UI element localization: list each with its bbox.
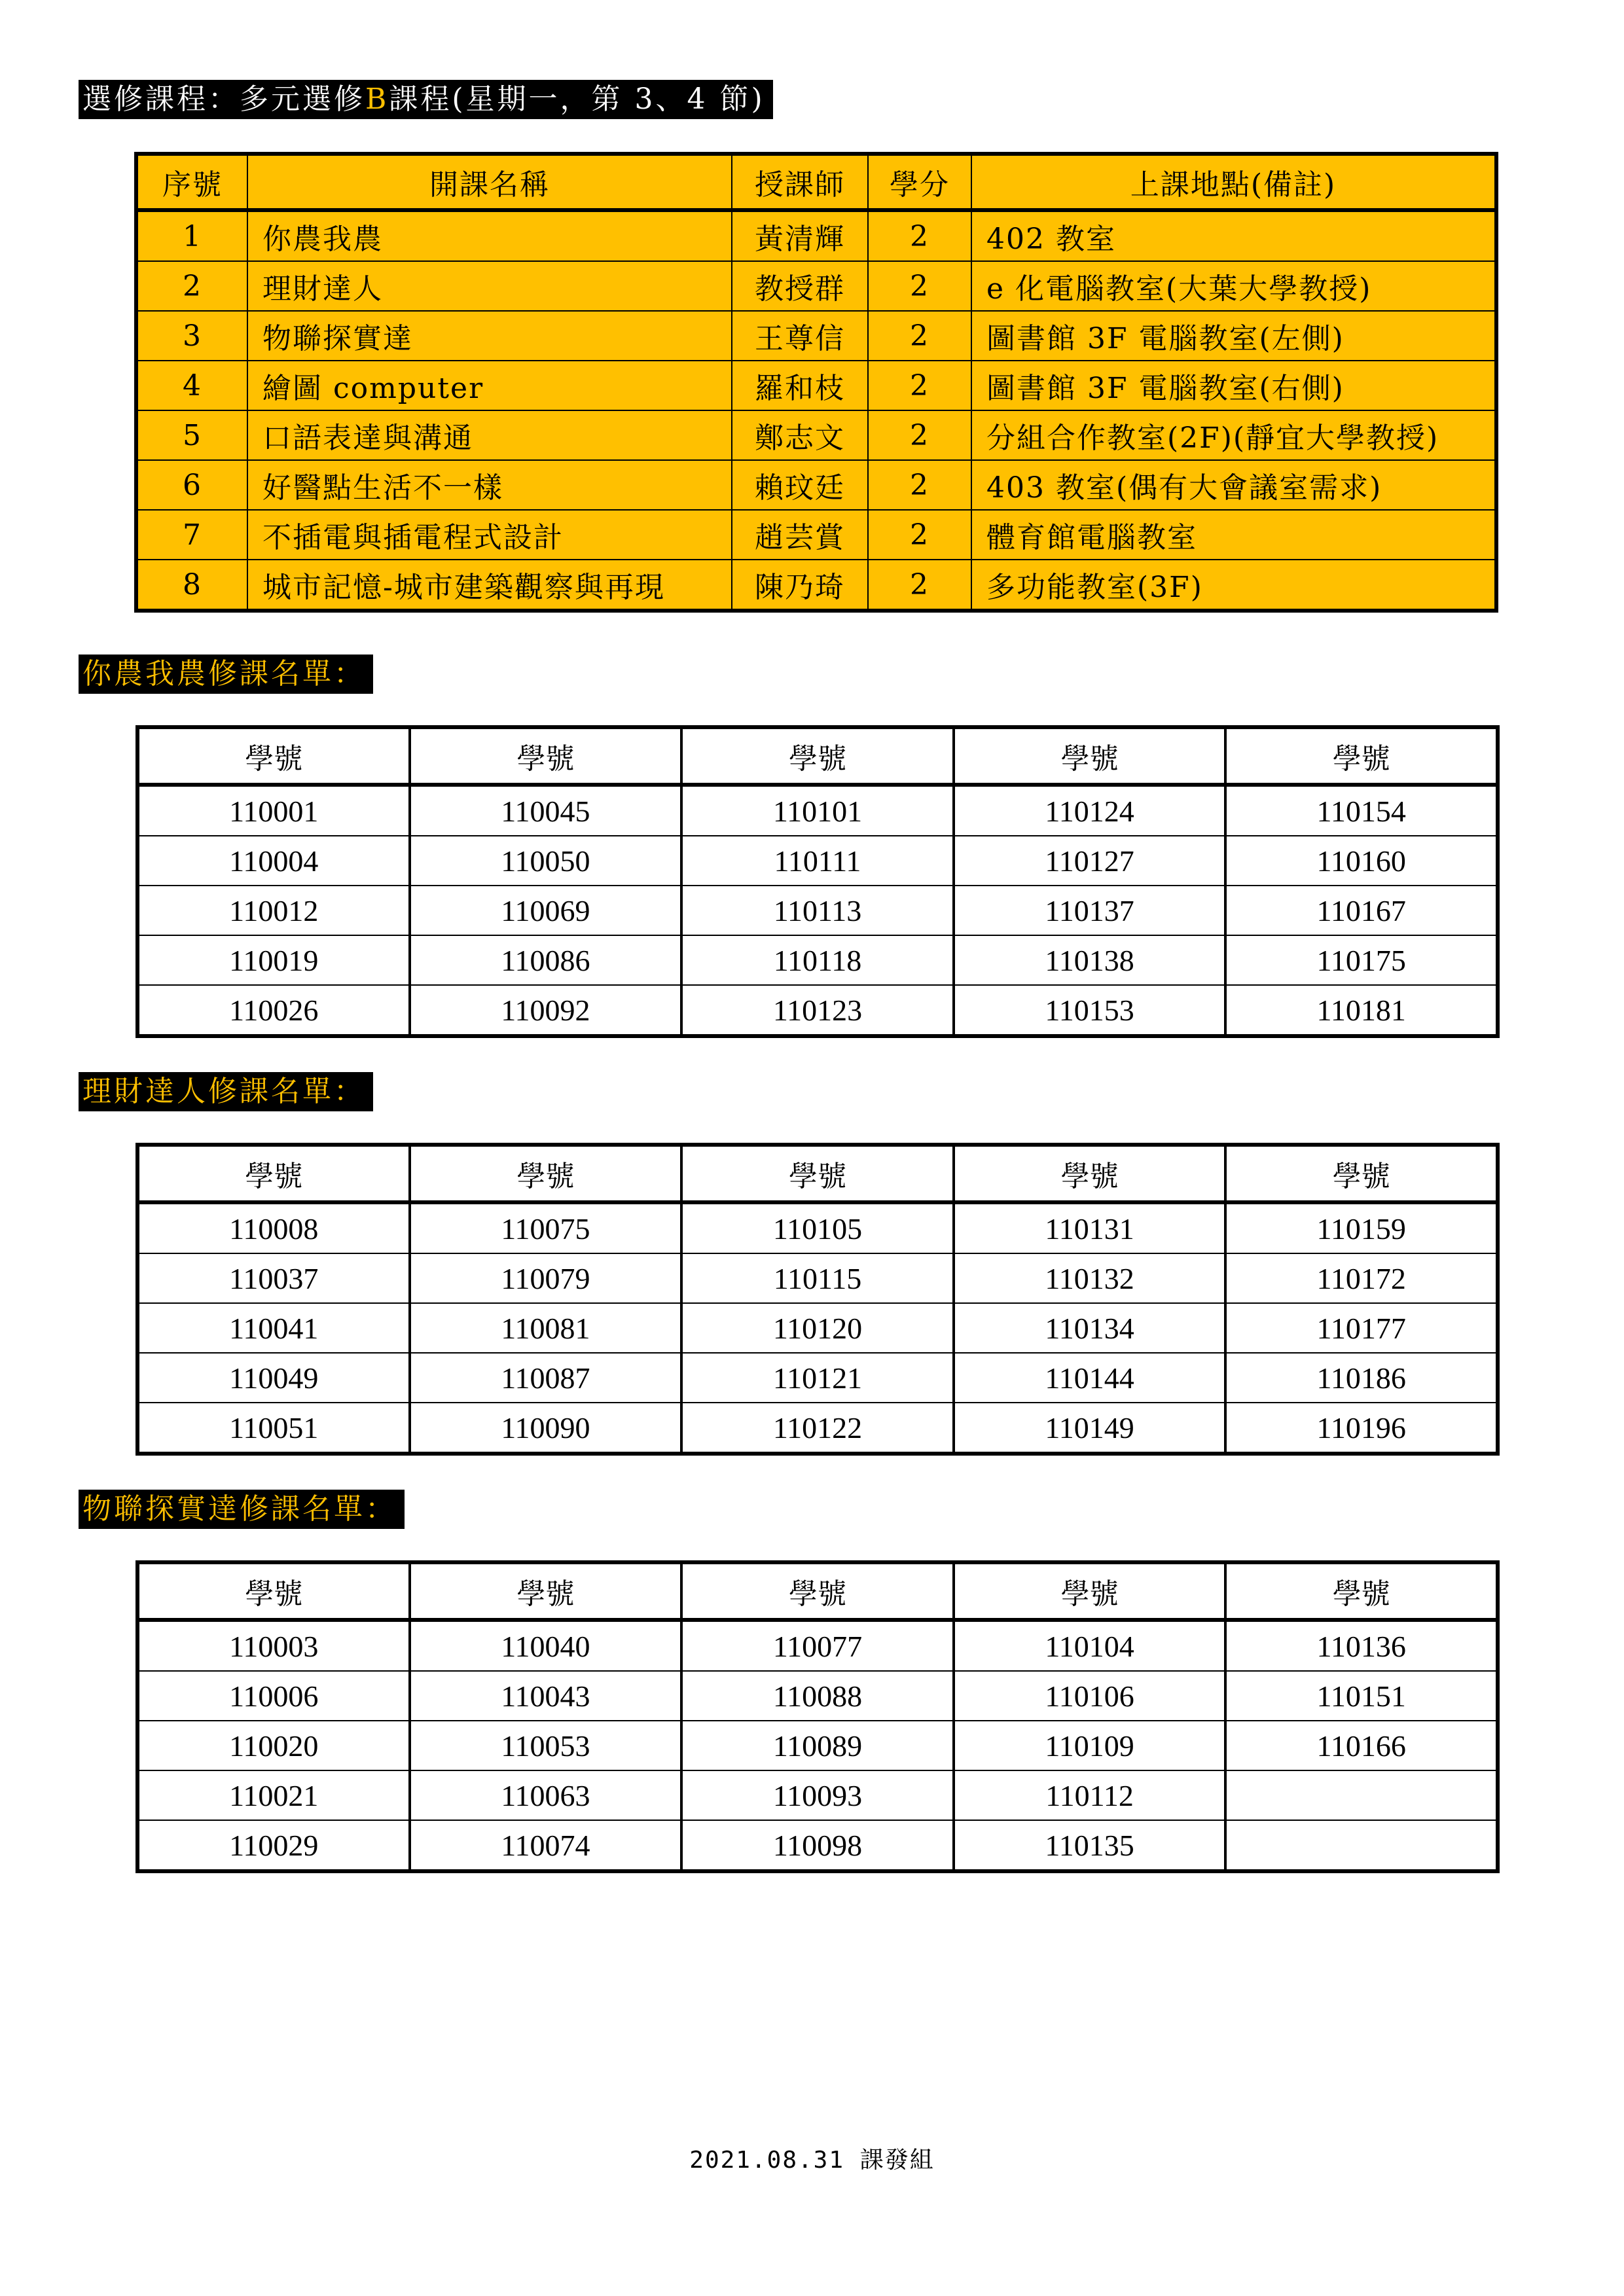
course-cell: 不插電與插電程式設計 — [247, 510, 732, 560]
roster-header-row — [137, 727, 1498, 785]
course-cell: 6 — [136, 460, 247, 510]
student-id-cell: 110167 — [1225, 886, 1498, 935]
course-cell: 圖書館 3F 電腦教室(右側) — [971, 361, 1496, 410]
course-cell: 2 — [868, 361, 971, 410]
course-cell: 2 — [868, 510, 971, 560]
student-id-cell: 110008 — [137, 1202, 410, 1253]
student-id-cell: 110049 — [137, 1353, 410, 1403]
student-id-cell: 110115 — [681, 1253, 954, 1303]
course-cell: 王尊信 — [732, 311, 868, 361]
student-id-cell: 110069 — [410, 886, 682, 935]
student-id-header: 學號 — [410, 727, 682, 785]
student-id-cell: 110186 — [1225, 1353, 1498, 1403]
col-header-credits: 學分 — [868, 154, 971, 210]
student-id-cell: 110019 — [137, 935, 410, 985]
student-id-header: 學號 — [681, 1145, 954, 1202]
course-cell: 陳乃琦 — [732, 560, 868, 611]
course-cell: 賴玟廷 — [732, 460, 868, 510]
roster-row — [137, 1202, 1498, 1253]
student-id-header: 學號 — [410, 1562, 682, 1620]
roster-table-3 — [135, 1560, 1500, 1873]
col-header-location: 上課地點(備註) — [971, 154, 1496, 210]
student-id-cell: 110063 — [410, 1770, 682, 1820]
student-id-cell: 110081 — [410, 1303, 682, 1353]
student-id-header: 學號 — [954, 727, 1226, 785]
roster-row — [137, 985, 1498, 1036]
roster-table-1 — [135, 725, 1500, 1038]
course-cell: 圖書館 3F 電腦教室(左側) — [971, 311, 1496, 361]
roster-row — [137, 886, 1498, 935]
course-cell: 繪圖 computer — [247, 361, 732, 410]
course-cell: 2 — [868, 560, 971, 611]
course-cell: 7 — [136, 510, 247, 560]
student-id-header: 學號 — [681, 1562, 954, 1620]
student-id-cell: 110074 — [410, 1820, 682, 1871]
student-id-cell: 110045 — [410, 785, 682, 836]
roster-header-row — [137, 1145, 1498, 1202]
course-cell: 2 — [868, 460, 971, 510]
student-id-cell: 110087 — [410, 1353, 682, 1403]
student-id-cell: 110137 — [954, 886, 1226, 935]
student-id-cell — [1225, 1770, 1498, 1820]
student-id-header: 學號 — [954, 1145, 1226, 1202]
roster-row — [137, 1403, 1498, 1454]
student-id-cell: 110088 — [681, 1671, 954, 1721]
student-id-cell: 110006 — [137, 1671, 410, 1721]
course-cell: e 化電腦教室(大葉大學教授) — [971, 261, 1496, 311]
student-id-cell: 110040 — [410, 1620, 682, 1671]
roster-row — [137, 1253, 1498, 1303]
student-id-cell: 110181 — [1225, 985, 1498, 1036]
student-id-cell: 110138 — [954, 935, 1226, 985]
student-id-cell: 110160 — [1225, 836, 1498, 886]
course-cell: 分組合作教室(2F)(靜宜大學教授) — [971, 410, 1496, 460]
student-id-cell: 110105 — [681, 1202, 954, 1253]
course-row — [136, 261, 1496, 311]
course-row — [136, 510, 1496, 560]
student-id-header: 學號 — [1225, 727, 1498, 785]
course-cell: 403 教室(偶有大會議室需求) — [971, 460, 1496, 510]
student-id-cell: 110041 — [137, 1303, 410, 1353]
course-cell: 你農我農 — [247, 210, 732, 261]
course-cell: 黃清輝 — [732, 210, 868, 261]
student-id-header: 學號 — [1225, 1145, 1498, 1202]
student-id-cell: 110053 — [410, 1721, 682, 1770]
course-cell: 2 — [136, 261, 247, 311]
student-id-cell: 110136 — [1225, 1620, 1498, 1671]
student-id-cell: 110151 — [1225, 1671, 1498, 1721]
student-id-cell: 110086 — [410, 935, 682, 985]
course-cell: 趙芸賞 — [732, 510, 868, 560]
col-header-teacher: 授課師 — [732, 154, 868, 210]
student-id-cell: 110121 — [681, 1353, 954, 1403]
student-id-cell: 110050 — [410, 836, 682, 886]
student-id-header: 學號 — [1225, 1562, 1498, 1620]
student-id-cell: 110112 — [954, 1770, 1226, 1820]
page-title: 選修課程：多元選修B課程(星期一，第 3、4 節) — [79, 80, 773, 119]
roster-title-2: 理財達人修課名單： — [79, 1072, 373, 1111]
student-id-cell: 110132 — [954, 1253, 1226, 1303]
roster-row — [137, 785, 1498, 836]
footer: 2021.08.31 課發組 — [689, 2147, 935, 2174]
roster-row — [137, 1303, 1498, 1353]
roster-row — [137, 1721, 1498, 1770]
student-id-cell: 110106 — [954, 1671, 1226, 1721]
roster-row — [137, 1770, 1498, 1820]
course-cell: 羅和枝 — [732, 361, 868, 410]
student-id-cell: 110026 — [137, 985, 410, 1036]
course-cell: 理財達人 — [247, 261, 732, 311]
course-cell: 2 — [868, 311, 971, 361]
student-id-cell: 110159 — [1225, 1202, 1498, 1253]
student-id-cell: 110135 — [954, 1820, 1226, 1871]
student-id-header: 學號 — [954, 1562, 1226, 1620]
student-id-cell: 110118 — [681, 935, 954, 985]
course-cell: 2 — [868, 261, 971, 311]
student-id-cell: 110077 — [681, 1620, 954, 1671]
course-cell: 8 — [136, 560, 247, 611]
student-id-cell: 110175 — [1225, 935, 1498, 985]
course-table — [134, 152, 1498, 613]
student-id-cell: 110122 — [681, 1403, 954, 1454]
student-id-cell: 110120 — [681, 1303, 954, 1353]
course-cell: 物聯探實達 — [247, 311, 732, 361]
student-id-cell: 110090 — [410, 1403, 682, 1454]
student-id-cell: 110127 — [954, 836, 1226, 886]
col-header-index: 序號 — [136, 154, 247, 210]
student-id-cell: 110020 — [137, 1721, 410, 1770]
student-id-cell: 110177 — [1225, 1303, 1498, 1353]
student-id-cell: 110166 — [1225, 1721, 1498, 1770]
course-row — [136, 311, 1496, 361]
course-row — [136, 560, 1496, 611]
student-id-cell: 110124 — [954, 785, 1226, 836]
student-id-cell: 110093 — [681, 1770, 954, 1820]
roster-title-1: 你農我農修課名單： — [79, 655, 373, 694]
student-id-cell: 110001 — [137, 785, 410, 836]
student-id-cell: 110144 — [954, 1353, 1226, 1403]
student-id-cell: 110134 — [954, 1303, 1226, 1353]
student-id-cell: 110123 — [681, 985, 954, 1036]
col-header-course-name: 開課名稱 — [247, 154, 732, 210]
course-cell: 1 — [136, 210, 247, 261]
course-cell: 鄭志文 — [732, 410, 868, 460]
student-id-cell: 110051 — [137, 1403, 410, 1454]
student-id-header: 學號 — [137, 1145, 410, 1202]
student-id-cell: 110003 — [137, 1620, 410, 1671]
roster-row — [137, 1620, 1498, 1671]
student-id-cell: 110079 — [410, 1253, 682, 1303]
student-id-cell: 110098 — [681, 1820, 954, 1871]
student-id-cell: 110196 — [1225, 1403, 1498, 1454]
course-row — [136, 410, 1496, 460]
roster-row — [137, 1671, 1498, 1721]
course-row — [136, 210, 1496, 261]
student-id-cell: 110104 — [954, 1620, 1226, 1671]
student-id-cell — [1225, 1820, 1498, 1871]
course-cell: 4 — [136, 361, 247, 410]
student-id-header: 學號 — [137, 727, 410, 785]
course-cell: 2 — [868, 210, 971, 261]
student-id-cell: 110111 — [681, 836, 954, 886]
student-id-cell: 110101 — [681, 785, 954, 836]
student-id-cell: 110154 — [1225, 785, 1498, 836]
course-table-header — [136, 154, 1496, 210]
course-cell: 體育館電腦教室 — [971, 510, 1496, 560]
course-cell: 口語表達與溝通 — [247, 410, 732, 460]
student-id-cell: 110029 — [137, 1820, 410, 1871]
student-id-cell: 110153 — [954, 985, 1226, 1036]
student-id-cell: 110172 — [1225, 1253, 1498, 1303]
student-id-header: 學號 — [137, 1562, 410, 1620]
student-id-cell: 110131 — [954, 1202, 1226, 1253]
student-id-header: 學號 — [681, 727, 954, 785]
course-cell: 402 教室 — [971, 210, 1496, 261]
student-id-cell: 110004 — [137, 836, 410, 886]
student-id-cell: 110012 — [137, 886, 410, 935]
course-cell: 好醫點生活不一樣 — [247, 460, 732, 510]
roster-row — [137, 1820, 1498, 1871]
course-row — [136, 460, 1496, 510]
course-row — [136, 361, 1496, 410]
student-id-cell: 110075 — [410, 1202, 682, 1253]
course-cell: 5 — [136, 410, 247, 460]
course-cell: 2 — [868, 410, 971, 460]
course-cell: 多功能教室(3F) — [971, 560, 1496, 611]
student-id-cell: 110021 — [137, 1770, 410, 1820]
student-id-header: 學號 — [410, 1145, 682, 1202]
student-id-cell: 110149 — [954, 1403, 1226, 1454]
roster-table-2 — [135, 1143, 1500, 1456]
course-cell: 教授群 — [732, 261, 868, 311]
student-id-cell: 110092 — [410, 985, 682, 1036]
student-id-cell: 110113 — [681, 886, 954, 935]
student-id-cell: 110043 — [410, 1671, 682, 1721]
roster-row — [137, 836, 1498, 886]
course-cell: 3 — [136, 311, 247, 361]
student-id-cell: 110089 — [681, 1721, 954, 1770]
course-cell: 城市記憶-城市建築觀察與再現 — [247, 560, 732, 611]
student-id-cell: 110037 — [137, 1253, 410, 1303]
roster-row — [137, 935, 1498, 985]
title-highlight: B — [365, 82, 389, 116]
student-id-cell: 110109 — [954, 1721, 1226, 1770]
roster-header-row — [137, 1562, 1498, 1620]
roster-row — [137, 1353, 1498, 1403]
roster-title-3: 物聯探實達修課名單： — [79, 1490, 405, 1529]
